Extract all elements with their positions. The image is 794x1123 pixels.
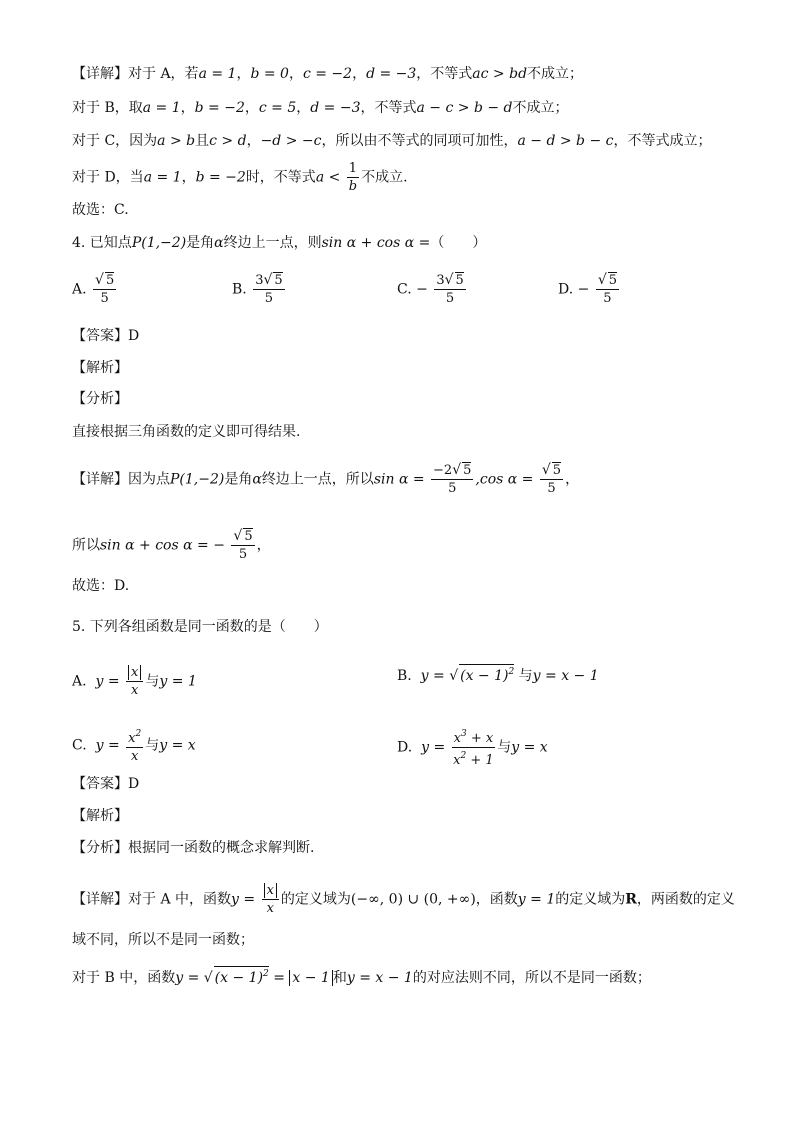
q4-jiexi: 【解析】 <box>72 360 128 376</box>
choice-c: 故选：C. <box>72 202 129 218</box>
question-4-stem: 4. 已知点P(1,−2)是角α终边上一点，则sin α + cos α =（ ） <box>72 235 487 251</box>
q4-answer: 【答案】D <box>72 328 140 344</box>
q4-conclusion: 所以sin α + cos α = − $\frac{√ 5}{5}$ ， <box>72 528 271 562</box>
q5-option-c: C. y = $\frac{x^2}{x}$ 与y = x <box>72 726 196 765</box>
q5-answer: 【答案】D <box>72 776 140 792</box>
q5-jiexi: 【解析】 <box>72 808 128 824</box>
detail-line-c: 对于 C，因为a > b且c > d，−d > −c，所以由不等式的同项可加性，a − d > b − c，不等式成立； <box>72 133 712 149</box>
q4-option-b: B. $\frac{3√ 5}{5}$ <box>232 272 283 306</box>
q5-option-a: A. y = $\frac{x}{x}$ 与y = 1 <box>72 665 197 698</box>
detail-line-b: 对于 B，取a = 1，b = −2，c = 5，d = −3，不等式a − c > b − d不成立； <box>72 100 569 116</box>
q5-detail-a: 【详解】对于 A 中，函数y = $\frac{x}{x}$ 的定义域为(−∞, 0) ∪ (0, +∞)，函数y = 1的定义域为R，两函数的定义 <box>72 883 735 916</box>
q4-choice: 故选：D. <box>72 578 130 594</box>
detail-line-a: 【详解】对于 A，若a = 1，b = 0，c = −2，d = −3，不等式ac > bd不成立； <box>72 66 584 82</box>
q4-analysis: 直接根据三角函数的定义即可得结果. <box>72 424 301 440</box>
q5-option-b: B. y = √ $(x - 1)^2$ 与y = x − 1 <box>397 664 599 686</box>
q4-option-a: A. $\frac{√ 5}{5}$ <box>72 272 115 306</box>
q4-option-c: C. − $\frac{3√ 5}{5}$ <box>397 272 464 306</box>
q4-detail: 【详解】因为点P(1,−2)是角α终边上一点，所以sin α = $\frac{-2√ 5}{5}$ ,cos α = $\frac{√ 5}{5}$ ， <box>72 462 580 496</box>
question-5-stem: 5. 下列各组函数是同一函数的是（ ） <box>72 619 328 635</box>
q4-fenxi: 【分析】 <box>72 391 128 407</box>
detail-line-d: 对于 D，当a = 1，b = −2时，不等式a < $\frac{1}{b}$ 不成立. <box>72 161 408 194</box>
fraction-1-over-b: $\frac{1}{b}$ <box>348 161 358 194</box>
q4-option-d: D. − $\frac{√ 5}{5}$ <box>558 272 618 306</box>
q5-analysis: 【分析】根据同一函数的概念求解判断. <box>72 840 315 856</box>
q5-detail-b: 对于 B 中，函数y = √ $(x - 1)^2 = x - 1$ 和y = x − 1的对应法则不同，所以不是同一函数； <box>72 966 651 988</box>
q5-detail-a-cont: 域不同，所以不是同一函数； <box>72 932 254 948</box>
q5-option-d: D. y = $\frac{x^3 + x}{x^2 + 1}$ 与y = x <box>397 726 548 769</box>
